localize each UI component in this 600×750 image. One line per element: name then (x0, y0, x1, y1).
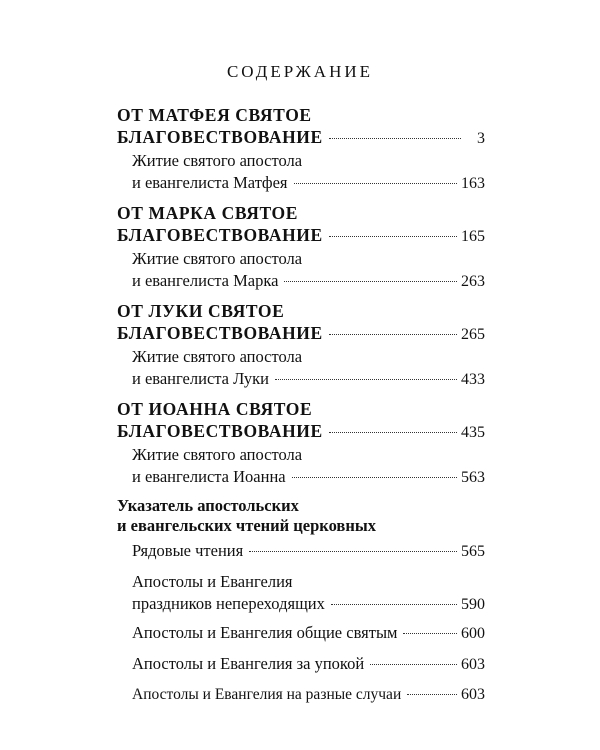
dot-leader (284, 281, 457, 282)
dot-leader (407, 694, 457, 695)
index-item-ordinary-readings[interactable] (132, 540, 485, 563)
index-item-label: Апостолы и Евангелия за упокой (132, 654, 365, 673)
section-heading-entry[interactable] (117, 420, 485, 444)
page-number: 600 (461, 625, 485, 642)
dot-leader (370, 664, 457, 665)
index-item-label: Рядовые чтения (132, 541, 244, 560)
section-heading-line1: ОТ ИОАННА СВЯТОЕ (117, 399, 313, 419)
index-item-various-occasions[interactable] (132, 684, 485, 706)
index-item-for-the-departed[interactable] (132, 653, 485, 676)
section-heading-line2: БЛАГОВЕСТВОВАНИЕ (117, 225, 323, 245)
section-heading-line2: БЛАГОВЕСТВОВАНИЕ (117, 323, 323, 343)
page-number: 263 (461, 273, 485, 290)
index-item-label: Апостолы и Евангелия на разные случаи (132, 686, 402, 703)
index-heading-line1: Указатель апостольских (117, 496, 299, 515)
page-number: 563 (461, 469, 485, 486)
page-number: 603 (461, 686, 485, 703)
subentry-line2: и евангелиста Марка (132, 271, 279, 290)
section-heading-line2: БЛАГОВЕСТВОВАНИЕ (117, 421, 323, 441)
subentry-line1: Житие святого апостола (132, 347, 303, 366)
index-items (117, 540, 485, 706)
dot-leader (403, 633, 457, 634)
page-number: 165 (461, 228, 485, 245)
dot-leader (329, 138, 461, 139)
section-heading-line1: ОТ МАТФЕЯ СВЯТОЕ (117, 105, 312, 125)
subentry-life[interactable] (117, 248, 485, 293)
section-heading-entry[interactable] (117, 224, 485, 248)
dot-leader (329, 236, 457, 237)
section-heading-line2: БЛАГОВЕСТВОВАНИЕ (117, 127, 323, 147)
page-number: 3 (477, 130, 485, 147)
index-item-line2: праздников непереходящих (132, 594, 325, 613)
dot-leader (249, 551, 457, 552)
index-item-line1: Апостолы и Евангелия (132, 572, 293, 591)
page-number: 603 (461, 656, 485, 673)
page-number: 565 (461, 543, 485, 560)
dot-leader (292, 477, 457, 478)
dot-leader (275, 379, 457, 380)
subentry-life[interactable] (117, 346, 485, 391)
page-number: 590 (461, 596, 485, 613)
index-heading-line2: и евангельских чтений церковных (117, 516, 376, 535)
toc-section-john (117, 398, 485, 489)
subentry-line1: Житие святого апостола (132, 151, 303, 170)
index-item-fixed-feasts[interactable] (132, 571, 485, 616)
subentry-life[interactable] (117, 444, 485, 489)
subentry-life[interactable] (117, 150, 485, 195)
dot-leader (294, 183, 457, 184)
subentry-line1: Житие святого апостола (132, 445, 303, 464)
toc-section-mark (117, 202, 485, 293)
subentry-line1: Житие святого апостола (132, 249, 303, 268)
page-number: 435 (461, 424, 485, 441)
section-heading-entry[interactable] (117, 126, 485, 150)
subentry-line2: и евангелиста Матфея (132, 173, 288, 192)
dot-leader (329, 432, 457, 433)
subentry-line2: и евангелиста Луки (132, 369, 270, 388)
page-title: СОДЕРЖАНИЕ (226, 62, 374, 81)
toc-section-luke (117, 300, 485, 391)
dot-leader (329, 334, 457, 335)
table-of-contents (117, 104, 485, 714)
toc-section-matthew (117, 104, 485, 195)
section-heading-line1: ОТ МАРКА СВЯТОЕ (117, 203, 299, 223)
page-number: 265 (461, 326, 485, 343)
readings-index (117, 496, 485, 706)
page-number: 163 (461, 175, 485, 192)
dot-leader (331, 604, 457, 605)
index-item-label: Апостолы и Евангелия общие святым (132, 623, 398, 642)
index-item-common-saints[interactable] (132, 622, 485, 645)
section-heading-line1: ОТ ЛУКИ СВЯТОЕ (117, 301, 285, 321)
page-number: 433 (461, 371, 485, 388)
section-heading-entry[interactable] (117, 322, 485, 346)
subentry-line2: и евангелиста Иоанна (132, 467, 286, 486)
